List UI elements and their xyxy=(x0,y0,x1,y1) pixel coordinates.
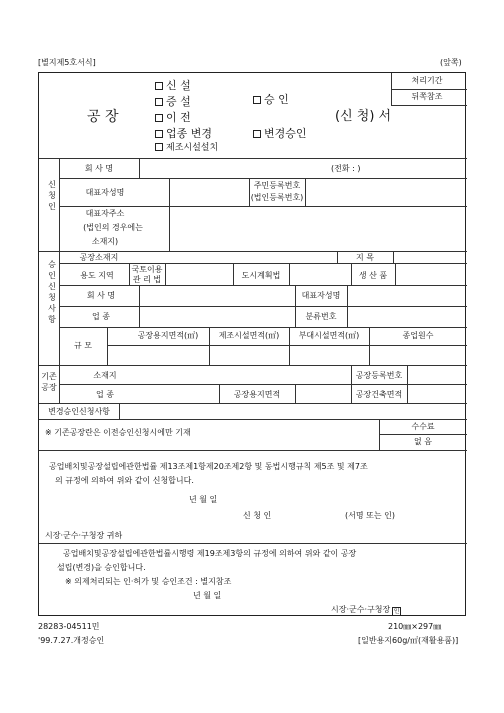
rrn-label-line2: (법인등록번호) xyxy=(250,193,304,202)
issuer-label: 시장·군수·구청장 xyxy=(331,605,391,614)
checkbox-icon xyxy=(253,130,261,138)
option-expand[interactable]: 증 설 xyxy=(155,95,191,108)
land-use-law-line1: 국토이용 xyxy=(131,265,163,274)
addressee: 시장·군수·구청장 귀하 xyxy=(45,531,123,540)
rep-address-label-line2: (법인의 경우에는 xyxy=(83,223,143,232)
rep-name-label-2: 대표자성명 xyxy=(301,291,341,300)
statement-line1: 공업배치및공장설립에관한법률 제13조제1항제20조제2항 및 동법시행규칙 제5조 및 제7조 xyxy=(49,462,368,471)
option-approval[interactable]: 승 인 xyxy=(253,93,289,106)
fee-value: 없 음 xyxy=(414,437,432,446)
paper-size: 210㎜×297㎜ xyxy=(388,622,442,631)
manufacturing-area-label: 제조시설면적(㎡) xyxy=(218,331,280,340)
statement-line2: 의 규정에 의하여 위와 같이 신청합니다. xyxy=(55,476,194,485)
fee-label: 수수료 xyxy=(411,422,435,431)
signature-field[interactable]: (서명 또는 인) xyxy=(345,511,395,520)
approval-line2: 설립(변경)을 승인합니다. xyxy=(57,563,146,572)
option-relocate[interactable]: 이 전 xyxy=(155,111,191,124)
industry-label: 업 종 xyxy=(92,312,110,321)
classification-no-label: 분류번호 xyxy=(305,312,337,321)
form-code: 28283-04511민 xyxy=(38,622,100,631)
land-category-label: 지 목 xyxy=(356,253,374,262)
processing-period-label: 처리기간 xyxy=(411,76,443,85)
processing-period-ref: 뒤쪽참조 xyxy=(411,92,443,101)
statement-date: 년 월 일 xyxy=(189,495,218,504)
existing-factory-note: ※ 기존공장란은 이전승인신청시에만 기재 xyxy=(45,428,191,437)
issuer xyxy=(331,605,401,616)
rep-address-label-line1: 대표자주소 xyxy=(85,209,125,218)
paper-spec: [일반용지60g/㎡(재활용품)] xyxy=(358,636,459,645)
option-new[interactable]: 신 설 xyxy=(155,79,191,92)
company-name-label-2: 회 사 명 xyxy=(86,291,116,300)
option-facility-install[interactable]: 제조시설설치 xyxy=(155,143,218,153)
existing-location-label: 소재지 xyxy=(93,371,117,380)
application-form xyxy=(38,72,466,616)
checkbox-icon xyxy=(155,143,163,151)
checkbox-icon xyxy=(155,98,163,106)
employees-label: 종업원수 xyxy=(402,331,434,340)
option-industry-change[interactable]: 업종 변경 xyxy=(155,127,212,140)
checkbox-icon xyxy=(155,130,163,138)
existing-industry-label: 업 종 xyxy=(96,390,114,399)
existing-building-area-label: 공장건축면적 xyxy=(355,390,403,399)
checkbox-icon xyxy=(155,82,163,90)
site-area-label: 공장용지면적(㎡) xyxy=(137,331,199,340)
approval-date: 년 월 일 xyxy=(193,591,222,600)
checkbox-icon xyxy=(155,114,163,122)
factory-location-label: 공장소재지 xyxy=(79,253,119,262)
approval-note: ※ 의제처리되는 인·허가 및 승인조건 : 별지참조 xyxy=(65,577,232,586)
auxiliary-area-label: 부대시설면적(㎡) xyxy=(298,331,360,340)
city-plan-law-label: 도시계획법 xyxy=(241,271,281,280)
title-factory: 공 장 xyxy=(87,109,119,125)
existing-reg-no-label: 공장등록번호 xyxy=(355,371,403,380)
phone-field[interactable]: (전화 : ) xyxy=(331,164,361,173)
land-use-law-line2: 관 리 법 xyxy=(132,275,162,284)
option-change-approval[interactable]: 변경승인 xyxy=(253,127,307,140)
revision-approval: '99.7.27.개정승인 xyxy=(38,636,105,645)
seal-icon: 인 xyxy=(393,608,400,615)
checkbox-icon xyxy=(253,96,261,104)
applicant-sign-label: 신 청 인 xyxy=(243,511,272,520)
product-label: 생 산 품 xyxy=(358,271,388,280)
rep-name-label: 대표자성명 xyxy=(85,188,125,197)
approval-line1: 공업배치및공장설립에관한법률시행령 제19조제3항의 규정에 의하여 위와 같이 공장 xyxy=(63,549,357,558)
page-side: (앞쪽) xyxy=(440,58,462,67)
existing-factory-label: 기존공장 xyxy=(41,372,57,392)
title-application: (신 청) 서 xyxy=(335,109,392,124)
rep-address-label-line3: 소재지) xyxy=(91,237,119,246)
scale-label: 규 모 xyxy=(74,341,92,350)
change-approval-item-label: 변경승인신청사항 xyxy=(48,407,110,416)
form-number: [별지제5호서식] xyxy=(38,58,96,67)
approval-section-label: 승인신청사항 xyxy=(48,260,56,324)
zoning-label: 용도 지역 xyxy=(80,271,114,280)
rrn-label-line1: 주민등록번호 xyxy=(253,181,301,190)
company-name-label: 회 사 명 xyxy=(84,164,114,173)
existing-site-area-label: 공장용지면적 xyxy=(233,390,281,399)
applicant-section-label: 신청인 xyxy=(48,180,56,211)
